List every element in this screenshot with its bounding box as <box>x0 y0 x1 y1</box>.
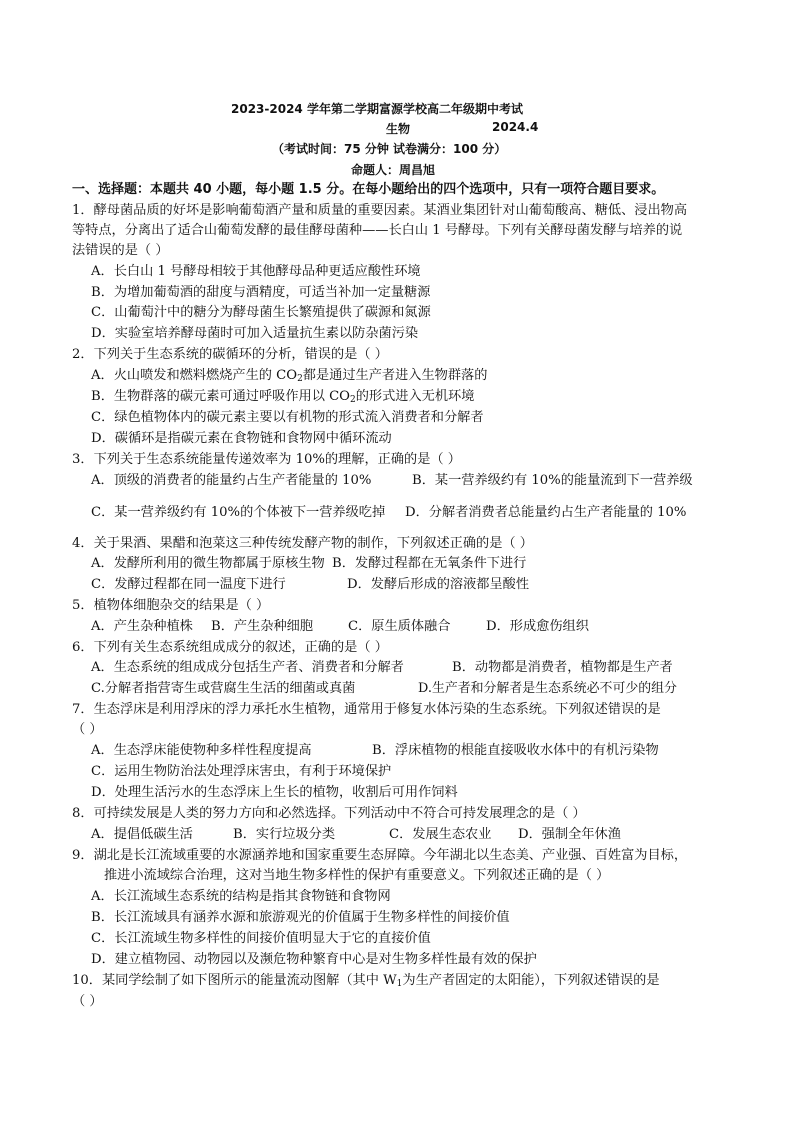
question-7-stem: （ ） <box>72 722 103 737</box>
question-3-option-c: C．某一营养级约有 10%的个体被下一营养级吃掉 <box>91 505 386 520</box>
question-9-option-c: C．长江流域生物多样性的间接价值明显大于它的直接价值 <box>91 931 431 946</box>
question-8-option-b: B．实行垃圾分类 <box>233 827 336 842</box>
question-7-option-a: A．生态浮床能使物种多样性程度提高 <box>91 743 312 758</box>
question-3-option-a: A．顶级的消费者的能量约占生产者能量的 10% <box>91 473 372 488</box>
exam-author: 命题人：周昌旭 <box>351 163 436 177</box>
question-1-option-c: C．山葡萄汁中的糖分为酵母菌生长繁殖提供了碳源和氮源 <box>91 305 431 320</box>
question-2-option-a: A．火山喷发和燃料燃烧产生的 $CO_2$都是通过生产者进入生物群落的 <box>91 368 488 384</box>
question-3-option-b: B．某一营养级约有 10%的能量流到下一营养级 <box>412 473 693 488</box>
question-1-option-b: B．为增加葡萄酒的甜度与酒精度，可适当补加一定量糖源 <box>91 285 431 300</box>
question-4-option-c: C．发酵过程都在同一温度下进行 <box>91 577 286 592</box>
question-6-option-d: D.生产者和分解者是生态系统必不可少的组分 <box>418 681 677 696</box>
question-5-option-c: C．原生质体融合 <box>348 619 451 634</box>
question-9-option-a: A．长江流域生态系统的结构是指其食物链和食物网 <box>91 889 391 904</box>
exam-info: （考试时间：75 分钟 试卷满分：100 分） <box>272 142 507 156</box>
question-4-stem: 4．关于果酒、果醋和泡菜这三种传统发酵产物的制作，下列叙述正确的是（ ） <box>72 536 533 551</box>
question-10-stem: （ ） <box>72 994 103 1009</box>
question-9-option-b: B．长江流域具有涵养水源和旅游观光的价值属于生物多样性的间接价值 <box>91 910 510 925</box>
exam-title: 2023-2024 学年第二学期富源学校高二年级期中考试 <box>231 102 523 116</box>
question-9-option-d: D．建立植物园、动物园以及濒危物种繁育中心是对生物多样性最有效的保护 <box>91 952 537 967</box>
question-5-option-d: D．形成愈伤组织 <box>486 619 589 634</box>
question-6-option-b: B．动物都是消费者，植物都是生产者 <box>452 660 673 675</box>
question-4-option-a: A．发酵所利用的微生物都属于原核生物 <box>91 556 325 571</box>
question-8-option-c: C．发展生态农业 <box>389 827 492 842</box>
question-1-stem: 法错误的是（ ） <box>72 243 169 258</box>
question-1-stem: 等特点，分离出了适合山葡萄发酵的最佳酵母菌种——长白山 1 号酵母。下列有关酵母菌发酵与培养的说 <box>72 223 683 238</box>
question-7-stem: 7．生态浮床是利用浮床的浮力承托水生植物，通常用于修复水体污染的生态系统。下列叙述错误的是 <box>72 702 661 717</box>
question-8-option-a: A．提倡低碳生活 <box>91 827 193 842</box>
question-5-option-b: B．产生杂种细胞 <box>211 619 314 634</box>
question-1-option-d: D．实验室培养酵母菌时可加入适量抗生素以防杂菌污染 <box>91 326 419 341</box>
question-2-option-d: D．碳循环是指碳元素在食物链和食物网中循环流动 <box>91 431 392 446</box>
question-7-option-c: C．运用生物防治法处理浮床害虫，有利于环境保护 <box>91 764 392 779</box>
question-6-option-c: C.分解者指营寄生或营腐生生活的细菌或真菌 <box>91 681 356 696</box>
question-4-option-b: B．发酵过程都在无氧条件下进行 <box>332 556 527 571</box>
question-10-stem: 10．某同学绘制了如下图所示的能量流动图解（其中 $W_1$为生产者固定的太阳能），下列叙述错误的是 <box>72 973 660 989</box>
question-2-stem: 2．下列关于生态系统的碳循环的分析，错误的是（ ） <box>72 347 388 362</box>
question-3-stem: 3．下列关于生态系统能量传递效率为 10%的理解，正确的是（ ） <box>72 452 461 467</box>
question-6-option-a: A．生态系统的组成成分包括生产者、消费者和分解者 <box>91 660 404 675</box>
subject-label: 生物 <box>386 122 411 136</box>
question-9-stem: 9．湖北是长江流域重要的水源涵养地和国家重要生态屏障。今年湖北以生态美、产业强、百姓富为目标， <box>72 848 688 863</box>
question-5-option-a: A．产生杂种植株 <box>91 619 193 634</box>
question-1-option-a: A．长白山 1 号酵母相较于其他酵母品种更适应酸性环境 <box>91 264 421 279</box>
question-9-stem: 推进小流域综合治理，这对当地生物多样性的保护有重要意义。下列叙述正确的是（ ） <box>104 868 610 883</box>
question-2-option-c: C．绿色植物体内的碳元素主要以有机物的形式流入消费者和分解者 <box>91 410 484 425</box>
question-6-stem: 6．下列有关生态系统组成成分的叙述，正确的是（ ） <box>72 640 388 655</box>
question-2-option-b: B．生物群落的碳元素可通过呼吸作用以 $CO_2$的形式进入无机环境 <box>91 389 475 405</box>
question-5-stem: 5．植物体细胞杂交的结果是（ ） <box>72 598 270 613</box>
section-title: 一、选择题：本题共 40 小题，每小题 1.5 分。在每小题给出的四个选项中，只有一项符合题目要求。 <box>72 182 665 197</box>
question-8-stem: 8．可持续发展是人类的努力方向和必然选择。下列活动中不符合可持发展理念的是（ ） <box>72 806 586 821</box>
question-7-option-d: D．处理生活污水的生态浮床上生长的植物，收割后可用作饲料 <box>91 785 458 800</box>
question-3-option-d: D．分解者消费者总能量约占生产者能量的 10% <box>405 505 687 520</box>
question-8-option-d: D．强制全年休渔 <box>518 827 621 842</box>
question-7-option-b: B．浮床植物的根能直接吸收水体中的有机污染物 <box>372 743 659 758</box>
exam-date: 2024.4 <box>492 120 539 134</box>
question-1-stem: 1．酵母菌品质的好坏是影响葡萄酒产量和质量的重要因素。某酒业集团针对山葡萄酸高、糖低、浸出物高 <box>72 203 688 218</box>
question-4-option-d: D．发酵后形成的溶液都呈酸性 <box>347 577 530 592</box>
